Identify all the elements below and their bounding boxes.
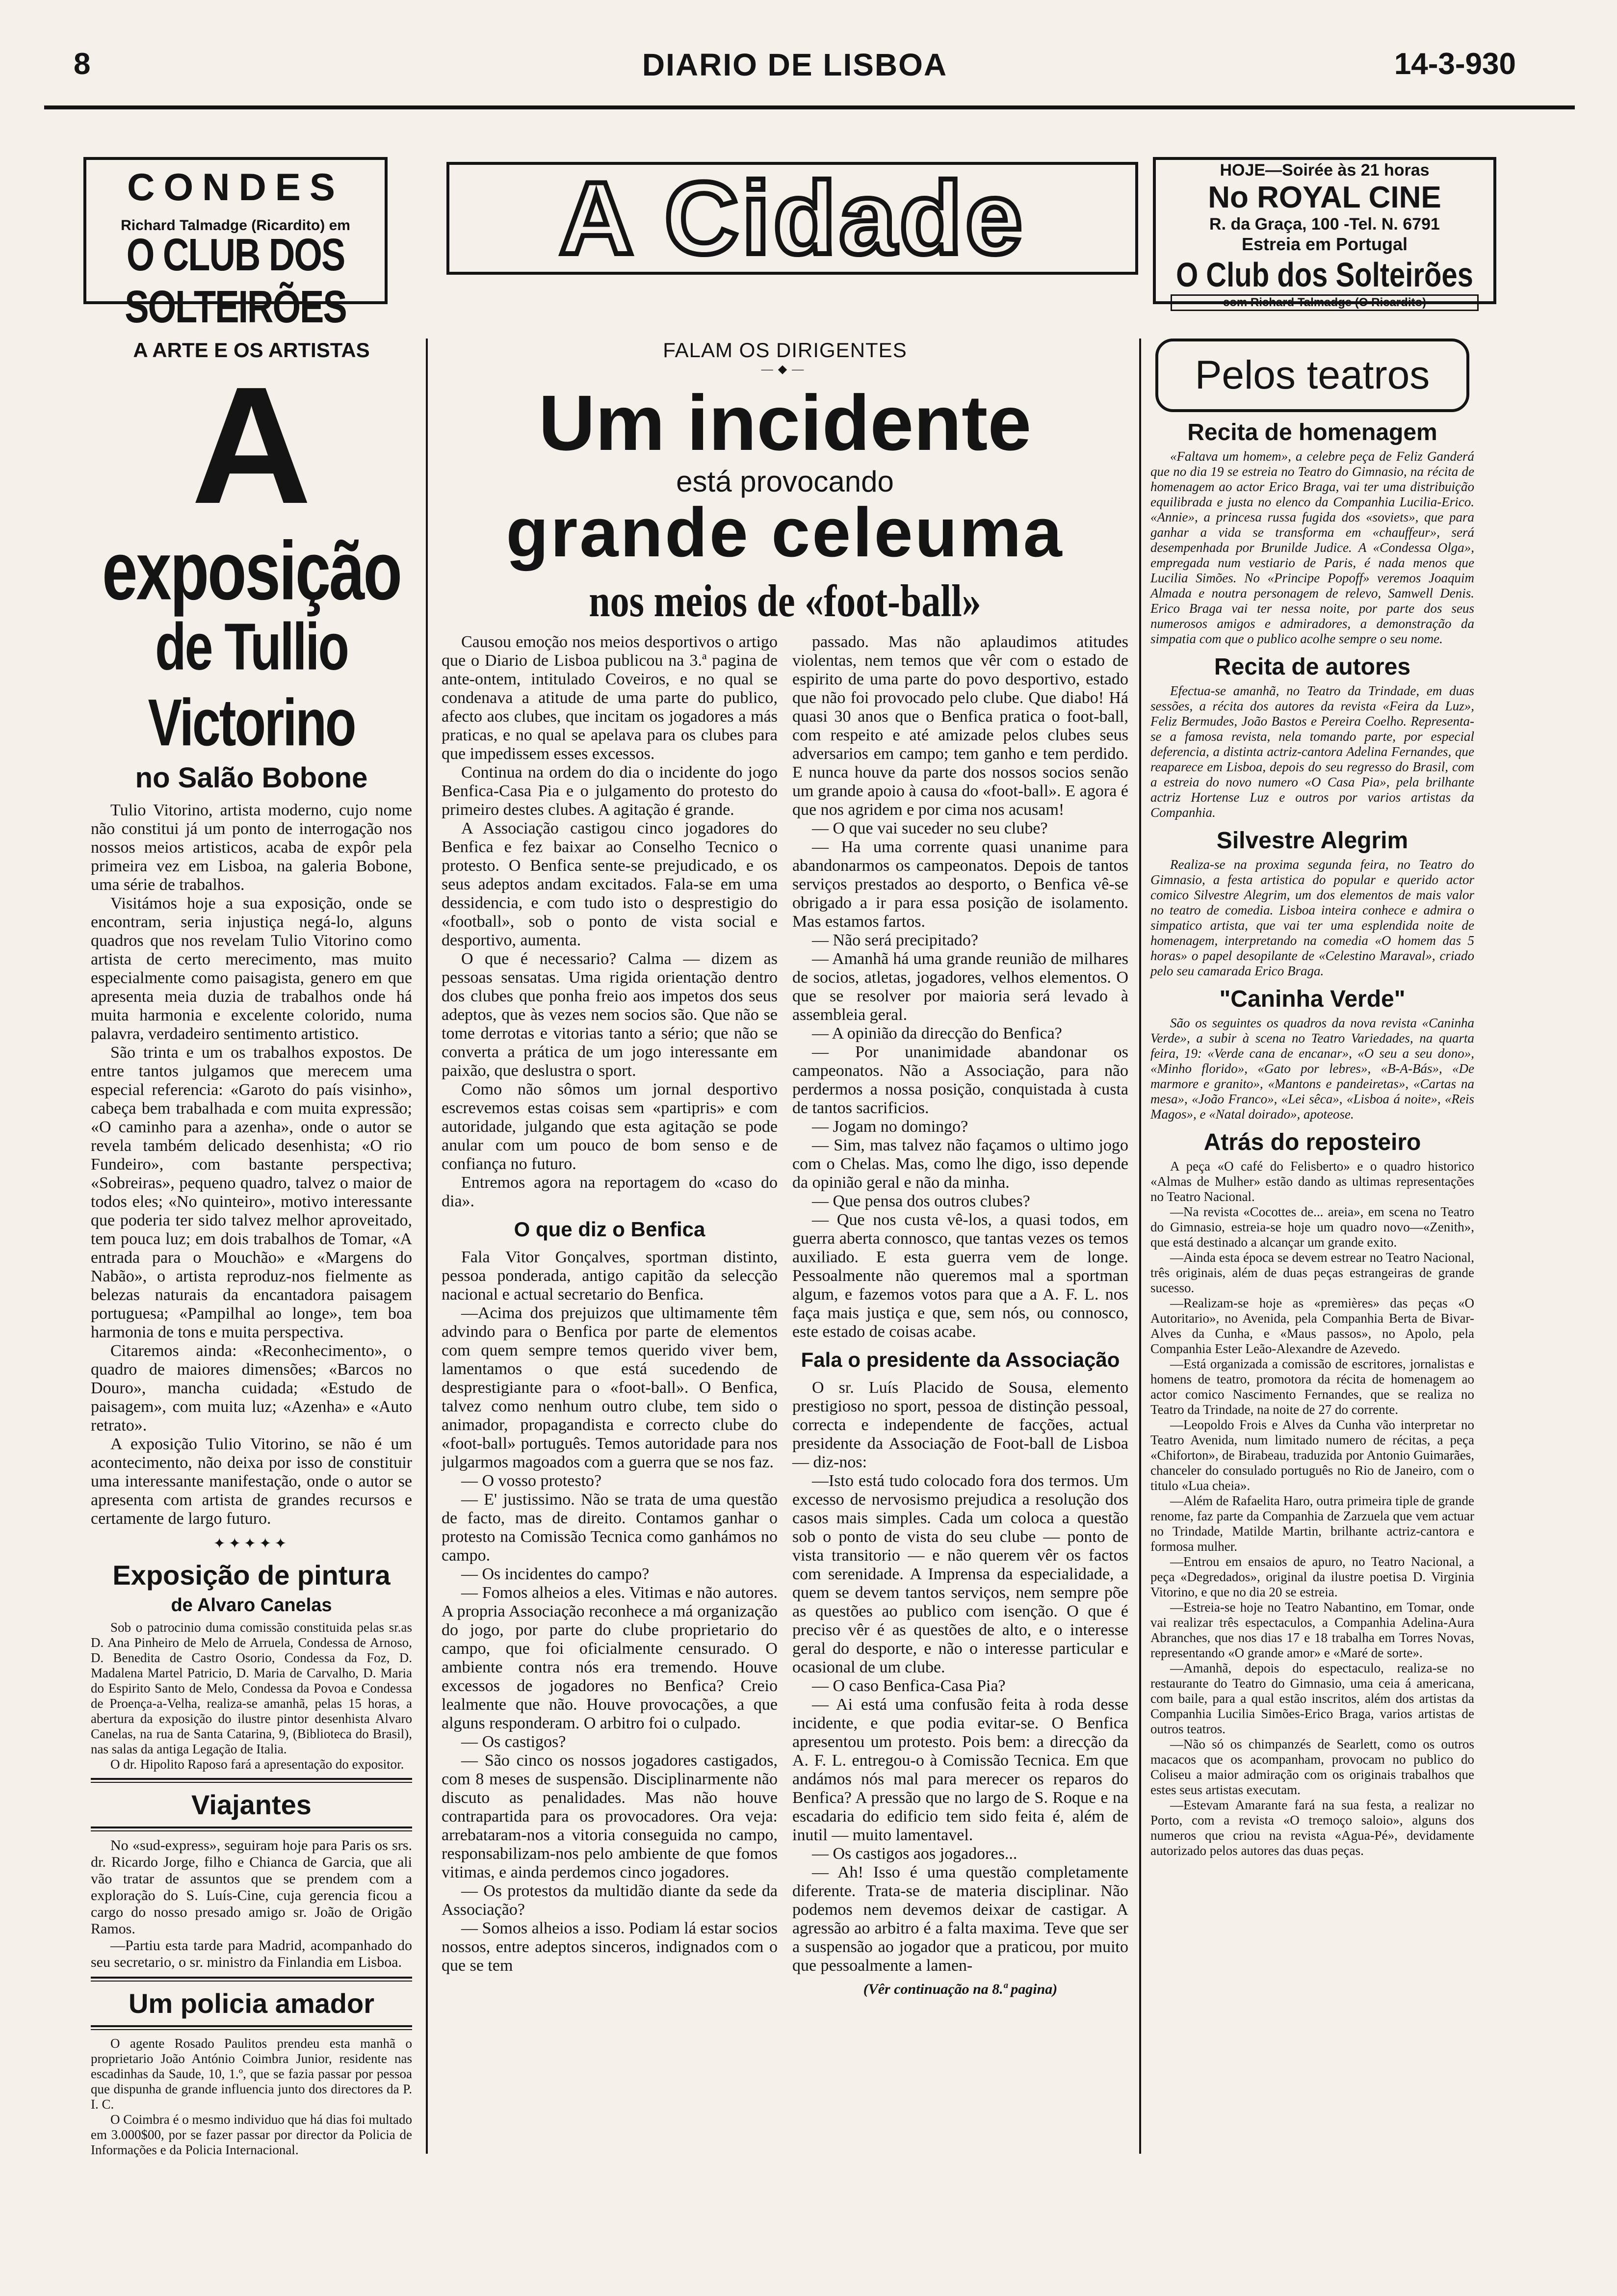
paragraph: — Fomos alheios a eles. Vitimas e não autores. A propria Associação reconhece a má organização do jogo, por parte do clube proprietario do campo, que foi oficialmente censurado. O ambiente contra nós era tremendo. Houve excessos de jogadores no Benfica? Creio lealmente que não. Houve provocações, a que alguns responderam. O arbitro foi o culpado. xyxy=(442,1584,778,1732)
paragraph: Tulio Vitorino, artista moderno, cujo nome não constitui já um ponto de interrogação nos nossos meios artisticos, acaba de expôr pela primeira vez em Lisboa, na galeria Bobone, uma série de trabalhos. xyxy=(91,801,412,894)
ad-royal-line6: com Richard Talmadge (O Ricardito) xyxy=(1171,294,1479,311)
paragraph: —Ainda esta época se devem estrear no Teatro Nacional, três originais, além de duas peças estrangeiras de grande sucesso. xyxy=(1150,1250,1474,1295)
paragraph: «Faltava um homem», a celebre peça de Feliz Ganderá que no dia 19 se estreia no Teatro do Gimnasio, na récita de homenagem ao actor Erico Braga, vai ter uma distribuição equilibrada e justa no elenco da Companhia Lucilia-Erico. «Annie», a princesa russa fugida dos «soviets», que para ganhar a vida se transforma em «chauffeur», será desempenhada por Brunilde Judice. A «Condessa Olga», empregada num vestiario de Paris, é nada menos que Lucilia Simões. No «Principe Popoff» veremos Joaquim Almada e noutra personagem de relevo, Samwell Denis. Erico Braga vai ter nessa noite, por parte dos seus numerosos amigos e admiradores, a demonstração da simpatia com que o publico acolhe sempre o seu nome. xyxy=(1150,449,1474,646)
viajantes-title: Viajantes xyxy=(191,1789,312,1820)
right-column xyxy=(1150,339,1474,1858)
paragraph: — Os incidentes do campo? xyxy=(461,1565,650,1583)
paragraph: Citaremos ainda: «Reconhecimento», o quadro de maiores dimensões; «Barcos no Douro», mancha cuidada; «Estudo de paisagem», com muita luz; «Azenha» e «Auto retrato». xyxy=(91,1342,412,1435)
article-tulio-body xyxy=(91,801,412,1528)
separator-stars: ✦✦✦✦✦ xyxy=(213,1536,290,1552)
paragraph: — O que vai suceder no seu clube? xyxy=(812,819,1048,837)
masthead xyxy=(74,47,1516,91)
paragraph: — São cinco os nossos jogadores castigados, com 8 meses de suspensão. Disciplinarmente não discuto as penalidades. Mas não houve contrapartida para os provocadores. Ora veja: arrebataram-nos a vitoria conseguida no campo, responsabilizam-nos pelo ambiente de que fomos vitimas, e ainda perdemos cinco jogadores. xyxy=(442,1751,778,1881)
continuation-note: (Vêr continuação na 8.ª pagina) xyxy=(863,1981,1058,1997)
paragraph: — Que pensa dos outros clubes? xyxy=(812,1192,1030,1210)
paragraph: O agente Rosado Paulitos prendeu esta manhã o proprietario João António Coimbra Junior, residente nas escadinhas da Saude, 10, 1.º, que se fazia passar por pessoa que dispunha de grande influencia junto dos directores da P. I. C. xyxy=(91,2036,412,2112)
silvestre-head: Silvestre Alegrim xyxy=(1216,828,1408,854)
paragraph: —Além de Rafaelita Haro, outra primeira tiple de grande renome, faz parte da Companhia de Zarzuela que vem actuar no Trindade, Matilde Martin, brilhante actriz-cantora e formosa mulher. xyxy=(1150,1493,1474,1554)
ad-royal-line4: Estreia em Portugal xyxy=(1241,234,1408,254)
paragraph: — Por unanimidade abandonar os campeonatos. Não a Associação, para não perdermos a nossa posição, conquistada à custa de tantos sacrificios. xyxy=(792,1043,1128,1117)
paragraph: Efectua-se amanhã, no Teatro da Trindade, em duas sessões, a récita dos autores da revista «Feira da Luz», Feliz Bermudes, João Bastos e Pereira Coelho. Representa-se a famosa revista, nela tomando parte, por especial deferencia, a distinta actriz-cantora Adelina Fernandes, que reaparece em Lisboa, depois do seu regresso do Brasil, com a estreia do novo numero «O Casa Pia», pela brilhante actriz Hortense Luz e outros por varios artistas da Companhia. xyxy=(1150,683,1474,820)
pintura-title: Exposição de pintura xyxy=(112,1560,391,1591)
paragraph: passado. Mas não aplaudimos atitudes violentas, nem temos que vêr com o estado de espirito de uma parte do povo desportivo, estado que não foi provocado pelo clube. Que diabo! Há quasi 30 anos que o Benfica pratica o foot-ball, com respeito e até amizade pelos clubes seus adversarios em campo; tem ganho e tem perdido. E nunca houve da parte dos nossos socios senão um grande apoio à causa do «foot-ball». E agora é que nos agridem e por cima nos acusam! xyxy=(792,633,1128,819)
caninha-head: "Caninha Verde" xyxy=(1219,986,1406,1012)
silvestre-body xyxy=(1150,857,1474,979)
paragraph: São trinta e um os trabalhos expostos. De entre tantos julgamos que merecem uma especial referencia: «Garoto do país visinho», cabeça bem trabalhada e com muita expressão; «O caminho para a azenha», onde o autor se revela também delicado desenhista; «O rio Fundeiro», com bastante perspectiva; «Sobreiras», pequeno quadro, talvez o maior de todos eles; «No quinteiro», motivo interessante que poderia ter sido talvez melhor aproveitado, tem pouca luz; em dois trabalhos de Tomar, «A entrada para o Mouchão» e «Margens do Nabão», o artista reproduz-nos fielmente as belezas naturais da encantadora paisagem portuguesa; «Pampilhal ao longe», tem boa harmonia de tons e muita perspectiva. xyxy=(91,1044,412,1341)
paragraph: —Entrou em ensaios de apuro, no Teatro Nacional, a peça «Degredados», original da ilustre poetisa D. Virginia Vitorino, e que no dia 20 se estreia. xyxy=(1150,1554,1474,1599)
paragraph: —Não só os chimpanzés de Searlett, como os outros macacos que os acompanham, provocam no publico do Coliseu a maior admiração com os originais trabalhos que estes seus artistas executam. xyxy=(1150,1737,1474,1797)
subhead-salao: no Salão Bobone xyxy=(135,762,368,794)
separator-rule xyxy=(91,2025,412,2030)
paragraph: —Realizam-se hoje as «premières» das peças «O Autoritario», no Avenida, pela Companhia Berta de Bivar-Alves da Cunha, e «Maus passos», no Apolo, pela Companhia Ester Leão-Alexandre de Azevedo. xyxy=(1150,1296,1474,1356)
paragraph: Como não sômos um jornal desportivo escrevemos estas coisas sem «partipris» e com autoridade, julgando que esta agitação se pode anular com um pouco de bom senso e de confiança no futuro. xyxy=(442,1080,778,1173)
ad-royal-line3: R. da Graça, 100 -Tel. N. 6791 xyxy=(1209,215,1440,234)
left-column xyxy=(91,339,412,2158)
pelos-teatros-title: Pelos teatros xyxy=(1195,353,1430,397)
paragraph: —Amanhã, depois do espectaculo, realiza-se no restaurante do Teatro do Gimnasio, uma ceia á americana, com baile, para a qual estão inscritos, além dos artistas da Companhia Lucilia Simões-Erico Braga, varios artistas de outros teatros. xyxy=(1150,1661,1474,1736)
paragraph: Fala Vitor Gonçalves, sportman distinto, pessoa ponderada, antigo capitão da selecção nacional e actual secretario do Benfica. xyxy=(442,1248,778,1304)
paragraph: —Isto está tudo colocado fora dos termos. Um excesso de nervosismo prejudica a resolução dos casos mais simples. Cada um coloca a questão sob o ponto de vista do seu clube — ponto de vista transitorio — e não querem vêr os factos com serenidade. A Imprensa da especialidade, a quem se devem tantos serviços, nem sempre põe as questões ao publico com isenção. O que é preciso vêr é as questões de alto, e o interesse geral do desporte, e não o interesse particular e ocasional de um clube. xyxy=(792,1472,1128,1676)
recita-homenagem-head: Recita de homenagem xyxy=(1187,419,1437,445)
subhead-benfica: O que diz o Benfica xyxy=(514,1218,705,1241)
section-banner-title: A Cidade xyxy=(559,160,1026,276)
left-kicker: A ARTE E OS ARTISTAS xyxy=(133,339,370,362)
atras-reposteiro-head: Atrás do reposteiro xyxy=(1203,1129,1421,1155)
separator-rule xyxy=(91,1826,412,1831)
ad-condes xyxy=(83,157,388,332)
paragraph: — Jogam no domingo? xyxy=(812,1118,968,1136)
paragraph: — Amanhã há uma grande reunião de milhares de socios, atletas, jogadores, velhos elementos. O que se resolver por maioria será levado à assembleia geral. xyxy=(792,950,1128,1024)
paragraph: O dr. Hipolito Raposo fará a apresentação do expositor. xyxy=(110,1757,404,1772)
paragraph: — Ai está uma confusão feita à roda desse incidente, e que podia evitar-se. O Benfica apresentou um protesto. Pois bem: a direcção da A. F. L. entregou-o à Comissão Tecnica. Em que andámos nós mal para merecer os reparos do Benfica? A pressão que no largo de S. Roque e na escadaria do edificio tem sido feita é, além de inutil — muito lamentavel. xyxy=(792,1696,1128,1844)
paragraph: —Na revista «Cocottes de... areia», em scena no Teatro do Gimnasio, estreia-se hoje um quadro novo—«Zenith», que está destinado a alcançar um grande exito. xyxy=(1150,1204,1474,1250)
recita-autores-head: Recita de autores xyxy=(1214,654,1411,680)
recita-homenagem-body xyxy=(1150,449,1474,647)
ad-condes-credit: Richard Talmadge (Ricardito) em xyxy=(121,217,350,234)
masthead-rule xyxy=(44,105,1575,109)
paragraph: Sob o patrocinio duma comissão constituida pelas sr.as D. Ana Pinheiro de Melo de Arruela, Condessa de Arnoso, D. Benedita de Castro Osorio, Condessa da Foz, D. Madalena Martel Patricio, D. Maria de Carvalho, D. Maria do Espirito Santo de Melo, Condessa da Povoa e Condessa de Proença-a-Velha, realiza-se amanhã, pelas 15 horas, a abertura da exposição do ilustre pintor desenhista Alvaro Canelas, na rua de Santa Catarina, 9, (Biblioteca do Brasil), nas salas da antiga Legação de Italia. xyxy=(91,1620,412,1756)
center-kicker: FALAM OS DIRIGENTES xyxy=(663,339,907,362)
paragraph: A Associação castigou cinco jogadores do Benfica e fez baixar ao Conselho Tecnico o protesto. O Benfica sente-se prejudicado, e os seus adeptos andam excitados. Fala-se em uma dessidencia, e com tudo isto o desprestigio do «football», sob o ponto de vista social e desportivo, aumenta. xyxy=(442,819,778,949)
pelos-teatros-box xyxy=(1155,339,1469,412)
paragraph: Entremos agora na reportagem do «caso do dia». xyxy=(442,1174,778,1210)
policia-title: Um policia amador xyxy=(128,1988,375,2019)
headline-tulio: de Tullio Victorino xyxy=(148,610,355,760)
paragraph: — E' justissimo. Não se trata de uma questão de facto, mas de direito. Contamos ganhar o protesto na Comissão Tecnica como ganhámos no campo. xyxy=(442,1490,778,1565)
headline-celeuma: grande celeuma xyxy=(506,494,1064,572)
paragraph: No «sud-express», seguiram hoje para Paris os srs. dr. Ricardo Jorge, filho e Chianca de Garcia, que ali vão tratar de assuntos que se prendem com a exploração do S. Luís-Cine, cuja gerencia ficou a cargo do nosso presado amigo sr. João de Origão Ramos. xyxy=(91,1837,412,1937)
paragraph: Continua na ordem do dia o incidente do jogo Benfica-Casa Pia e o julgamento do protesto do primeiro destes clubes. A agitação é grande. xyxy=(442,763,778,819)
paragraph: — Ah! Isso é uma questão completamente diferente. Trata-se de materia disciplinar. Não podemos nem devemos deixar de castigar. A agressão ao arbitro é a falta maxima. Teve que ser a suspensão ao jogador que a praticou, por muito que pessoalmente a lamen- xyxy=(792,1863,1128,1975)
center-article xyxy=(442,339,1128,1999)
paragraph: —Acima dos prejuizos que ultimamente têm advindo para o Benfica por parte de elementos com quem sempre temos querido viver bem, lamentamos o que está sucedendo de desprestigiante para o «foot-ball». O Benfica, talvez como nenhum outro clube, tem sido o animador, propagandista e correcto clube do «foot-ball» português. Temos autoridade para nos julgarmos magoados com a guerra que se nos faz. xyxy=(442,1304,778,1471)
caninha-body xyxy=(1150,1016,1474,1122)
center-col-1 xyxy=(442,633,778,1999)
headline-exposicao: exposição xyxy=(102,524,401,617)
paragraph: — O vosso protesto? xyxy=(461,1472,602,1490)
paragraph: —Partiu esta tarde para Madrid, acompanhado do seu secretario, o sr. ministro da Finlandia em Lisboa. xyxy=(91,1937,412,1970)
newspaper-name: DIARIO DE LISBOA xyxy=(642,47,948,82)
issue-date: 14-3-930 xyxy=(1394,47,1516,81)
atras-reposteiro-body xyxy=(1150,1159,1474,1858)
paragraph: O que é necessario? Calma — dizem as pessoas sensatas. Uma rigida orientação dentro dos clubes que ponha freio aos impetos dos seus adeptos, que às vezes nem socios são. Que não se tome derrotas e vitorias tanto a sério; que não se converta a prática de um jogo interessante em paixão, que deslustra o sport. xyxy=(442,950,778,1080)
paragraph: São os seguintes os quadros da nova revista «Caninha Verde», a subir à scena no Teatro Variedades, na quarta feira, 19: «Verde cana de encanar», «O seu a seu dono», «Minho florido», «Gato por lebres», «B-A-Bás», «De marmore e granito», «Mantons e pandeiretas», «Cartas na mesa», «João Franco», «Lei sêca», «Lisboa á noite», «Reis Magos», e «Natal doirado», apoteose. xyxy=(1150,1016,1474,1122)
paragraph: — Ha uma corrente quasi unanime para abandonarmos os campeonatos. Depois de tantos serviços prestados ao desporto, o Benfica vê-se obrigado a ir para essa posição de isolamento. Mas estamos fartos. xyxy=(792,838,1128,931)
recita-autores-body xyxy=(1150,683,1474,820)
ad-royal-line2: No ROYAL CINE xyxy=(1208,181,1441,214)
paragraph: —Leopoldo Frois e Alves da Cunha vão interpretar no Teatro Avenida, num limitado numero de récitas, a peça «Chiforton», de Birabeau, traduzida por Antonio Guimarães, chanceler do consulado português no Rio de Janeiro, com o titulo «Lua cheia». xyxy=(1150,1417,1474,1493)
headline-big-letter: A xyxy=(191,352,312,539)
column-rule-1 xyxy=(426,339,428,2154)
ad-royal-cine xyxy=(1153,157,1496,309)
pintura-subtitle: de Alvaro Canelas xyxy=(171,1595,332,1616)
paragraph: O sr. Luís Placido de Sousa, elemento prestigioso no sport, pessoa de distinção pessoal, correcta e independente de facções, actual presidente da Associação de Foot-ball de Lisboa — diz-nos: xyxy=(792,1379,1128,1471)
policia-body xyxy=(91,2036,412,2158)
page-number: 8 xyxy=(74,47,91,81)
headline-incidente: Um incidente xyxy=(538,379,1032,467)
subhead-associacao: Fala o presidente da Associação xyxy=(801,1348,1120,1371)
paragraph: Realiza-se na proxima segunda feira, no Teatro do Gimnasio, a festa artistica do popular e querido actor comico Silvestre Alegrim, um dos elementos de mais valor no teatro de comedia. Lisboa inteira conhece e admira o simpatico artista, que vai ter uma esplendida noite de homenagem, interpretando na comedia «O homem das 5 horas» o papel desopilante de «Celestino Maraval», criado pelo seu camarada Erico Braga. xyxy=(1150,857,1474,978)
paragraph: Visitámos hoje a sua exposição, onde se encontram, seria injustiça negá-lo, alguns quadros que nos revelam Tulio Vitorino como artista de certo merecimento, mas muito especialmente como paisagista, genero em que apresenta meia duzia de trabalhos onde há muita harmonia e excelente colorido, numa palavra, verdadeiro sentimento artistico. xyxy=(91,894,412,1043)
paragraph: A exposição Tulio Vitorino, se não é um acontecimento, não deixa por isso de constituir uma interessante manifestação, onde o autor se apresenta com artista de grandes recursos e certamente de largo futuro. xyxy=(91,1435,412,1528)
paragraph: — Somos alheios a isso. Podiam lá estar socios nossos, entre adeptos sinceros, indignados com o que se tem xyxy=(442,1919,778,1975)
paragraph: — O caso Benfica-Casa Pia? xyxy=(812,1677,1006,1695)
ad-royal-line5: O Club dos Solteirões xyxy=(1176,256,1473,294)
paragraph: —Está organizada a comissão de escritores, jornalistas e homens de teatro, promotora da récita de homenagem ao actor comico Nascimento Fernandes, que se realiza no Teatro da Trindade, na noite de 27 do corrente. xyxy=(1150,1357,1474,1417)
pintura-body xyxy=(91,1620,412,1772)
ad-condes-film: O CLUB DOS SOLTEIRÕES xyxy=(125,229,346,332)
paragraph: —Estevam Amarante fará na sua festa, a realizar no Porto, com a revista «O tremoço saloio», alguns dos numeros que criou na revista «Agua-Pé», devidamente autorizado pelos autores das duas peças. xyxy=(1150,1798,1474,1858)
paragraph: — A opinião da direcção do Benfica? xyxy=(812,1024,1062,1043)
separator-rule xyxy=(91,1778,412,1783)
paragraph: Causou emoção nos meios desportivos o artigo que o Diario de Lisboa publicou na 3.ª pagina de ante-ontem, intitulado Coveiros, e no qual se condenava a atitude de uma parte do publico, afecto aos clubes, que incitam os jogadores a más praticas, e no qual se apelava para os clubes para que impedissem esses excessos. xyxy=(442,633,778,763)
paragraph: —Estreia-se hoje no Teatro Nabantino, em Tomar, onde vai realizar três espectaculos, a Companhia Adelina-Aura Abranches, que nos dias 17 e 18 trabalha em Torres Novas, representando «O grande amor» e «Maré de sorte». xyxy=(1150,1600,1474,1660)
paragraph: — Os protestos da multidão diante da sede da Associação? xyxy=(442,1882,778,1919)
paragraph: — Os castigos? xyxy=(461,1733,566,1751)
center-col-2 xyxy=(792,633,1128,1999)
paragraph: — Que nos custa vê-los, a quasi todos, em guerra aberta connosco, que tantas vezes os temos auxiliado. E esta guerra vem de longe. Pessoalmente não queremos mal a sportman algum, e fazemos votos para que a A. F. L. nos faça mais justiça e que, sem nós, ou connosco, este estado de coisas acabe. xyxy=(792,1211,1128,1341)
headline-provocando: está provocando xyxy=(676,465,894,498)
ad-royal-line1: HOJE—Soirée às 21 horas xyxy=(1220,161,1430,180)
headline-meios: nos meios de «foot-ball» xyxy=(589,575,981,626)
kicker-ornament: —◆— xyxy=(761,363,809,376)
viajantes-body xyxy=(91,1837,412,1971)
center-columns xyxy=(442,633,1128,1999)
paragraph: — Os castigos aos jogadores... xyxy=(812,1845,1017,1863)
paragraph: — Sim, mas talvez não façamos o ultimo jogo com o Chelas. Mas, como lhe digo, isso depende da opinião geral e não da minha. xyxy=(792,1136,1128,1192)
paragraph: — Não será precipitado? xyxy=(812,931,978,949)
paragraph: A peça «O café do Felisberto» e o quadro historico «Almas de Mulher» estão dando as ultimas representações no Teatro Nacional. xyxy=(1150,1159,1474,1204)
paragraph: O Coimbra é o mesmo individuo que há dias foi multado em 3.000$00, por se fazer passar por director da Policia de Informações e da Policia Internacional. xyxy=(91,2112,412,2157)
separator-rule xyxy=(91,1977,412,1982)
ad-condes-name: CONDES xyxy=(127,165,344,209)
column-rule-2 xyxy=(1139,339,1141,2154)
section-banner xyxy=(446,162,1138,275)
